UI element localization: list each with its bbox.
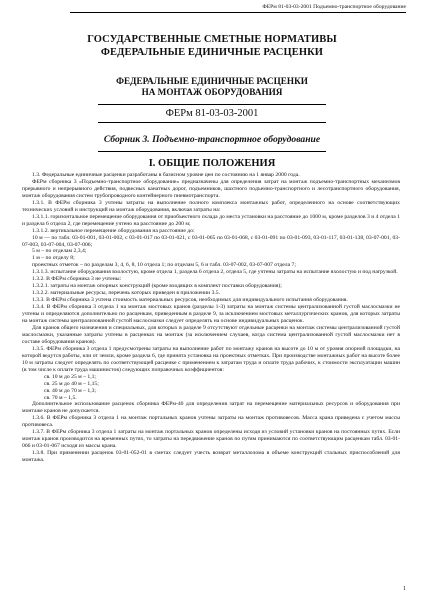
paragraph: 1.3. Федеральные единичные расценки разработаны в базисном уровне цен по состоянию на 1 январ 2000 года. [32,172,300,178]
paragraph: 1.3.1.2. вертикальное перемещение оборудования на расстояние до: [32,227,195,234]
coefficient-item: св. 10 м до 25 м – 1,1; [44,373,96,380]
paragraph: 1.3.4. В ФЕРм сборника 3 отдела 1 на монтаж мостовых кранов (разделы 1-3) затраты на монтаж системы централизованной густой маслосмазки не учтены и определяются дополнительно по расценкам, приведенным в разделе 9, за исключением мостовых металлургических кранов, для которых затраты на монтаж системы централизованной густой маслосмазки следует определять на основе индивидуальных расценок. [22,304,400,325]
coefficient-item: св. 40 м до 70 м – 1,3; [44,387,96,394]
divider [98,151,326,152]
paragraph: 1.3.3. В ФЕРм сборника 3 учтена стоимость материальных ресурсов, необходимых для индивидуального испытания оборудования. [32,297,348,304]
paragraph: ФЕРм сборника 3 «Подъемно-транспортное оборудование» предназначены для определения затрат на монтаж подъемно-транспортных механизмов прерывного и непрерывного действия, подвесных канатных дорог, подъемников, шахтного подъемно-транспортного и лесотранспортного оборудования, монтаж оборудования систем трубопроводного контейнерного пневмотранспорта. [22,178,400,199]
document-subtitle [30,76,394,98]
document-body [22,172,400,464]
document-code: ФЕРм 81-03-03-2001 [165,108,259,119]
paragraph: 5 м – по отделам 2,3,4; [32,248,87,255]
title-line-3: ФЕДЕРАЛЬНЫЕ ЕДИНИЧНЫЕ РАСЦЕНКИ [116,76,308,86]
paragraph: 1.3.6. В ФЕРм сборника 3 отдела 1 на монтаж портальных кранов учтены затраты на монтаж противовесов. Масса крана приведена с учетом массы противовеса. [22,415,400,429]
page-number: 1 [403,586,406,592]
collection-title: Сборник 3. Подъемно-транспортное оборудование [103,134,321,145]
paragraph: 1 м – по отделу 8; [32,255,75,262]
paragraph: 1.3.1.1. горизонтальное перемещение оборудования от приобъектного склада до места установки на расстояние до 1000 м, кроме разделов 3 и 4 отдела 1 и раздела 6 отдела 2, где перемещение учтено на расстояние до 200 м; [22,213,400,227]
paragraph: 1.3.2.2. материальные ресурсы, перечень которых приведен в приложении 3.5. [32,290,221,297]
coefficient-item: св. 70 м – 1,5. [44,394,77,401]
paragraph: 1.3.5. ФЕРм сборника 3 отдела 1 предусмотрены затраты на выполнение работ по монтажу кранов на высоте до 10 м от уровня опорной площадки, на которой ведутся работы, или от земли, кроме раздела 6, где принята установка на проектных отметках. При производстве монтажных работ на высоте более 10 м затраты следует определять по соответствующей расценке с применением к затратам труда и оплате труда рабочих, к стоимости эксплуатации машин (в том числе к оплате труда машинистов) следующих поправочных коэффициентов: [22,345,400,373]
paragraph: 10 м — по табл. 03-01-001, 03-01-002, с 03-01-017 по 03-01-021, с 03-01-065 по 03-01-068, с 03-01-091 по 03-01-093, 03-01-117, 03-01-138, 03-07-001, 03-07-003, 03-07-004, 03-07-006; [22,234,400,248]
coefficient-item: св. 25 м до 40 м – 1,15; [44,380,99,387]
paragraph: 1.3.2.1. затраты на монтаж опорных конструкций (кроме входящих в комплект поставки оборудования); [32,283,282,290]
paragraph: 1.3.2. В ФЕРм сборника 3 не учтены: [32,276,122,283]
divider [98,122,326,123]
running-header: ФЕРм 81-03-03-2001 Подъемно-транспортное оборудование [262,4,406,10]
divider [98,104,326,105]
title-line-4: НА МОНТАЖ ОБОРУДОВАНИЯ [141,87,283,97]
paragraph: Для кранов общего назначения и специальных, для которых в разделе 9 отсутствуют отдельные расценки на монтаж системы централизованной густой маслосмазки, указанные затраты учтены в расценках на монтаж (за исключением случаев, когда система централизованной густой маслосмазки нет в составе оборудования кранов). [22,324,400,345]
title-line-2: ФЕДЕРАЛЬНЫЕ ЕДИНИЧНЫЕ РАСЦЕНКИ [100,46,324,58]
header-rule [70,12,406,13]
title-line-1: ГОСУДАРСТВЕННЫЕ СМЕТНЫЕ НОРМАТИВЫ [87,34,337,45]
paragraph: 1.3.1. В ФЕРм сборника 3 учтены затраты на выполнение полного комплекса монтажных работ, определенного на основе соответствующих технических условий и инструкций на монтаж оборудования, включая затраты на: [22,199,400,213]
paragraph: проектных отметок – по разделам 3, 4, 6, 8, 10 отдела 1; по отделам 5, 6 и табл. 03-07-002, 03-07-007 отдела 7; [32,262,296,269]
paragraph: 1.3.7. В ФЕРм сборника 3 отдела 1 затраты на монтаж портальных кранов определены исходя из условий установки кранов на постоянных путях. Если монтаж кранов производится на временных путях, то затраты на передвижение кранов по путям принимаются по соответствующим расценкам табл. 03-01-066 и 03-01-067 исходя из массы крана. [22,429,400,450]
paragraph: 1.3.8. При применении расценок 03-01-052-01 в сметах следует учесть возврат металлолома в объеме конструкций стальных приспособлений для монтажа. [22,450,400,464]
paragraph: 1.3.1.3. испытание оборудования вхолостую, кроме отдела 1, раздела 6 отдела 2, отдела 5, где учтены затраты на испытание вхолостую и под нагрузкой. [32,269,398,276]
document-title [30,34,394,59]
paragraph: Дополнительное использование расценок сборника ФЕРм-40 для определения затрат на перемещение материальных ресурсов и оборудования при монтаже кранов не допускается. [22,401,400,415]
section-heading: I. ОБЩИЕ ПОЛОЖЕНИЯ [148,158,276,169]
